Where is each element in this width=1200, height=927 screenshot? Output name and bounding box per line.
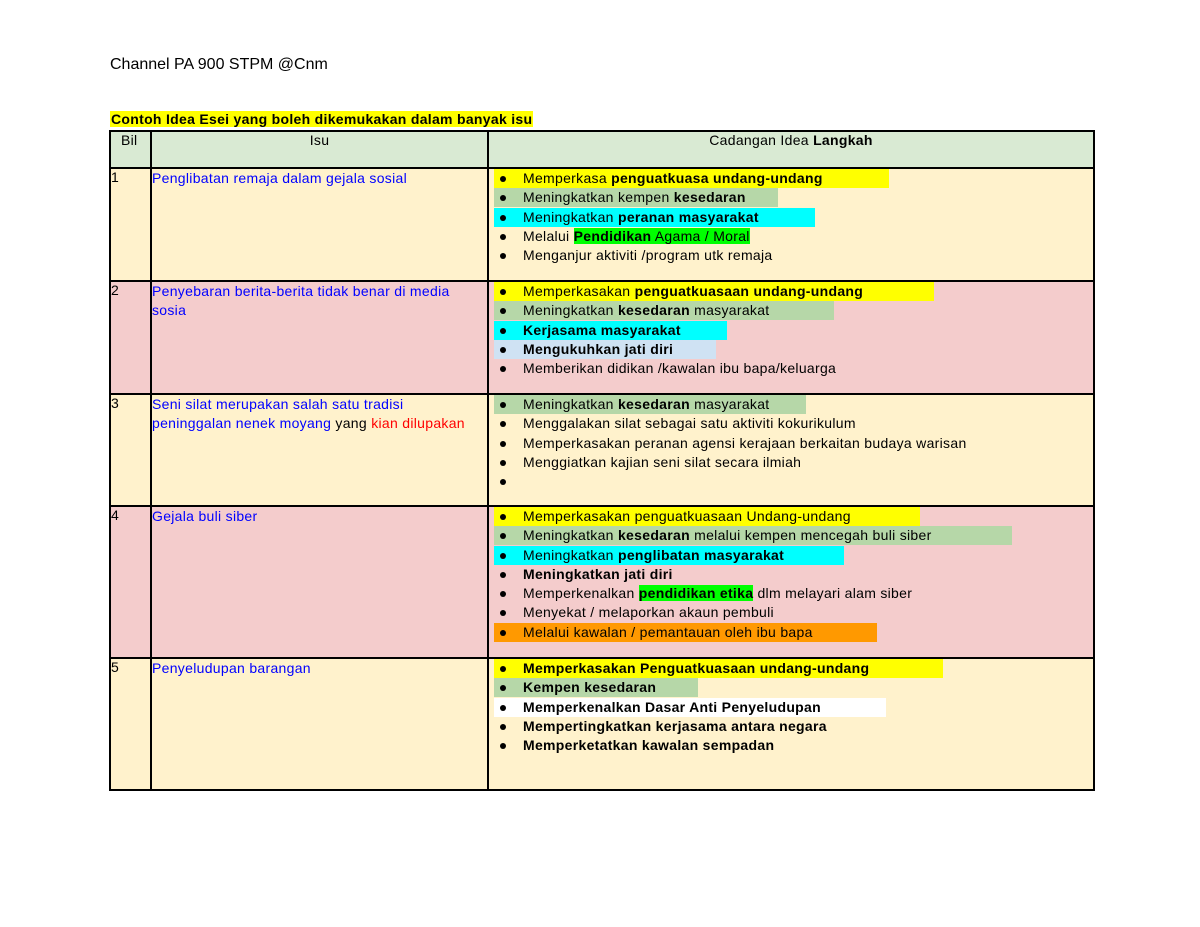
list-item: Meningkatkan kesedaran melalui kempen mencegah buli siber	[523, 526, 1093, 545]
bullet-icon	[500, 724, 506, 730]
header-isu: Isu	[151, 131, 488, 168]
issue-part-main: Seni silat merupakan salah satu tradisi peninggalan nenek moyang	[152, 396, 404, 431]
table-header-row	[110, 131, 1094, 168]
list-item: Memberikan didikan /kawalan ibu bapa/keluarga	[523, 359, 1093, 378]
bullet-icon	[500, 402, 506, 408]
list-item: Memperkasa penguatkuasa undang-undang	[523, 169, 1093, 188]
table-row	[110, 168, 1094, 281]
table-row	[110, 281, 1094, 394]
list-item: Memperkasakan peranan agensi kerajaan berkaitan budaya warisan	[523, 434, 1093, 453]
row-number: 4	[110, 506, 151, 658]
page-header: Channel PA 900 STPM @Cnm	[110, 56, 328, 73]
bullet-icon	[500, 366, 506, 372]
list-item: Mengukuhkan jati diri	[523, 340, 1093, 359]
bullet-icon	[500, 215, 506, 221]
list-item: Memperkenalkan pendidikan etika dlm melayari alam siber	[523, 584, 1093, 603]
list-item: Meningkatkan jati diri	[523, 565, 1093, 584]
row-issue: Gejala buli siber	[151, 506, 488, 658]
list-item: Meningkatkan penglibatan masyarakat	[523, 546, 1093, 565]
list-item: Kempen kesedaran	[523, 678, 1093, 697]
row-number: 5	[110, 658, 151, 790]
row-number: 3	[110, 394, 151, 506]
bullet-icon	[500, 666, 506, 672]
bullet-icon	[500, 289, 506, 295]
bullet-icon	[500, 441, 506, 447]
row-ideas	[488, 168, 1094, 281]
header-idea-prefix: Cadangan Idea	[709, 132, 814, 148]
header-idea-bold: Langkah	[813, 132, 873, 148]
bullet-icon	[500, 479, 506, 485]
row-issue: Penyebaran berita-berita tidak benar di media sosia	[151, 281, 488, 394]
bullet-icon	[500, 514, 506, 520]
list-item: Memperkasakan Penguatkuasaan undang-undang	[523, 659, 1093, 678]
bullet-icon	[500, 460, 506, 466]
bullet-icon	[500, 347, 506, 353]
list-item: Menganjur aktiviti /program utk remaja	[523, 246, 1093, 265]
row-ideas	[488, 506, 1094, 658]
row-ideas	[488, 281, 1094, 394]
bullet-icon	[500, 553, 506, 559]
bullet-icon	[500, 328, 506, 334]
list-item: Menyekat / melaporkan akaun pembuli	[523, 603, 1093, 622]
list-item: Meningkatkan kesedaran masyarakat	[523, 395, 1093, 414]
table-title: Contoh Idea Esei yang boleh dikemukakan dalam banyak isu	[111, 111, 533, 127]
list-item: Mempertingkatkan kerjasama antara negara	[523, 717, 1093, 736]
row-number: 1	[110, 168, 151, 281]
list-item: Memperkasakan penguatkuasaan Undang-undang	[523, 507, 1093, 526]
list-item	[523, 472, 1093, 491]
table-row	[110, 506, 1094, 658]
row-number: 2	[110, 281, 151, 394]
bullet-icon	[500, 591, 506, 597]
issue-part-red: kian dilupakan	[371, 415, 465, 431]
row-ideas	[488, 658, 1094, 790]
bullet-icon	[500, 234, 506, 240]
list-item: Kerjasama masyarakat	[523, 321, 1093, 340]
list-item: Melalui Pendidikan Agama / Moral	[523, 227, 1093, 246]
bullet-icon	[500, 253, 506, 259]
list-item: Meningkatkan kesedaran masyarakat	[523, 301, 1093, 320]
bullet-icon	[500, 705, 506, 711]
row-issue: Penglibatan remaja dalam gejala sosial	[151, 168, 488, 281]
list-item: Memperketatkan kawalan sempadan	[523, 736, 1093, 755]
table-row	[110, 658, 1094, 790]
bullet-icon	[500, 176, 506, 182]
list-item: Melalui kawalan / pemantauan oleh ibu bapa	[523, 623, 1093, 642]
bullet-icon	[500, 743, 506, 749]
row-issue: Penyeludupan barangan	[151, 658, 488, 790]
table-row	[110, 394, 1094, 506]
bullet-icon	[500, 572, 506, 578]
list-item: Meningkatkan peranan masyarakat	[523, 208, 1093, 227]
list-item: Memperkasakan penguatkuasaan undang-undang	[523, 282, 1093, 301]
bullet-icon	[500, 630, 506, 636]
row-issue	[151, 394, 488, 506]
bullet-icon	[500, 421, 506, 427]
list-item: Menggiatkan kajian seni silat secara ilmiah	[523, 453, 1093, 472]
list-item: Meningkatkan kempen kesedaran	[523, 188, 1093, 207]
header-idea	[488, 131, 1094, 168]
row-ideas	[488, 394, 1094, 506]
ideas-table	[109, 130, 1095, 791]
bullet-icon	[500, 610, 506, 616]
list-item: Menggalakan silat sebagai satu aktiviti kokurikulum	[523, 414, 1093, 433]
issue-part-plain: yang	[331, 415, 372, 431]
list-item: Memperkenalkan Dasar Anti Penyeludupan	[523, 698, 1093, 717]
header-bil: Bil	[110, 131, 151, 168]
